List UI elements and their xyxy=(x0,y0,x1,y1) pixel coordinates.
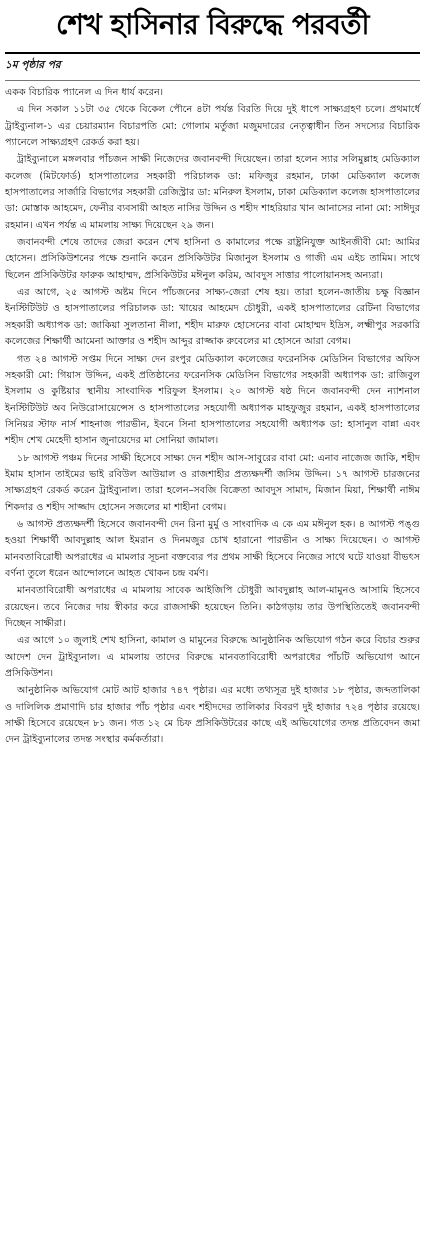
article-paragraph: মানবতাবিরোধী অপরাধের এ মামলায় সাবেক আইজিপি চৌধুরী আবদুল্লাহ আল-মামুনও আসামি হিসেবে রয়েছেন। তবে নিজের দায় স্বীকার করে রাজসাক্ষী হয়েছেন তিনি। কাঠগড়ায় তার উপস্থিতিতেই জবানবন্দী দিচ্ছেন সাক্ষীরা। xyxy=(5,585,420,629)
article-paragraph: আনুষ্ঠানিক অভিযোগ মোট আট হাজার ৭৪৭ পৃষ্ঠার। এর মধ্যে তথ্যসূত্র দুই হাজার ১৮ পৃষ্ঠার, জব্দতালিকা ও দালিলিক প্রমাণাদি চার হাজার পাঁচ পৃষ্ঠার এবং শহীদদের তালিকার বিবরণ দুই হাজার ৭২৪ পৃষ্ঠার রয়েছে। সাক্ষী হিসেবে রয়েছেন ৮১ জন। গত ১২ মে চিফ প্রসিকিউটরের কাছে এই অভিযোগের তদন্ত প্রতিবেদন জমা দেন ট্রাইব্যুনালের তদন্ত সংস্থার কর্মকর্তারা। xyxy=(5,685,421,746)
article-paragraph: একক বিচারিক প্যানেল এ দিন ধার্য করেন। xyxy=(5,87,164,98)
continued-from-label: ১ম পৃষ্ঠার পর xyxy=(5,59,61,71)
article-paragraph: এর আগে, ২৫ আগস্ট অষ্টম দিনে পাঁচজনের সাক্ষ্য-জেরা শেষ হয়। তারা হলেন-জাতীয় চক্ষু বিজ্ঞান ইনস্টিটিউট ও হাসপাতালের পরিচালক ডা: খায়ের আহমেদ চৌধুরী, একই হাসপাতালের রেটিনা বিভাগের সহকারী অধ্যাপক ডা: জাকিয়া সুলতানা নীলা, শহীদ মারুফ হোসেনের বাবা মোহাম্মদ ইদ্রিস, লক্ষ্মীপুর সরকারি কলেজের শিক্ষার্থী আমেনা আক্তার ও শহীদ আব্দুর রাজ্জাক রুবেলের মা হোসনে আরা বেগম। xyxy=(5,287,420,348)
article-paragraph: গত ২৪ আগস্ট সপ্তম দিনে সাক্ষ্য দেন রংপুর মেডিক্যাল কলেজের ফরেনসিক মেডিসিন বিভাগের অফিস সহকারী মো: গিয়াস উদ্দিন, একই প্রতিষ্ঠানের ফরেনসিক মেডিসিন বিভাগের সহকারী অধ্যাপক ডা: রাজিবুল ইসলাম ও কুষ্টিয়ার স্থানীয় সাংবাদিক শরিফুল ইসলাম। ২০ আগস্ট ষষ্ঠ দিনে জবানবন্দী দেন ন্যাশনাল ইনস্টিটিউট অব নিউরোসায়েন্সেস ও হাসপাতালের সহযোগী অধ্যাপক মাহফুজুর রহমান, একই হাসপাতালের সিনিয়র স্টাফ নার্স শাহনাজ পারভীন, ইবনে সিনা হাসপাতালের সহযোগী অধ্যাপক ডা: হাসানুল বান্না এবং শহীদ শেখ মেহেদী হাসান জুনায়েদের মা সোনিয়া জামাল। xyxy=(5,353,420,447)
article-paragraph: ট্রাইব্যুনালে মঙ্গলবার পাঁচজন সাক্ষী নিজেদের জবানবন্দী দিয়েছেন। তারা হলেন স্যার সলিমুল্লাহ মেডিক্যাল কলেজ (মিটফোর্ড) হাসপাতালের সহকারী পরিচালক ডা: মফিজুর রহমান, ঢাকা মেডিক্যাল কলেজ হাসপাতালের সার্জারি বিভাগের সহকারী রেজিস্ট্রার ডা: মনিরুল ইসলাম, ঢাকা মেডিক্যাল কলেজ হাসপাতালের ডা: মোস্তাক আহমেদ, ফেনীর ব্যবসায়ী আহত নাসির উদ্দিন ও শহীদ শাহরিয়ার খান আনাসের নানা মো: সাঈদুর রহমান। এখন পর্যন্ত এ মামলায় সাক্ষ্য দিয়েছেন ২৯ জন। xyxy=(5,154,420,231)
article-paragraph: ৬ আগস্ট প্রত্যক্ষদর্শী হিসেবে জবানবন্দী দেন রিনা মুর্মু ও সাংবাদিক এ কে এম মঈনুল হক। ৪ আগস্ট পঙ্গু হওয়া শিক্ষার্থী আবদুল্লাহ আল ইমরান ও দিনমজুর চোখ হারানো পারভীন ও সাক্ষ্য দিয়েছেন। ৩ আগস্ট মানবতাবিরোধী অপরাধের এ মামলার সূচনা বক্তব্যের পর প্রথম সাক্ষী হিসেবে নিজের সাথে ঘটে যাওয়া বীভৎস বর্ণনা তুলে ধরেন আন্দোলনে আহত খোকন চন্দ্র বর্মণ। xyxy=(5,518,420,579)
article-paragraph: এর আগে ১০ জুলাই শেখ হাসিনা, কামাল ও মামুনের বিরুদ্ধে আনুষ্ঠানিক অভিযোগ গঠন করে বিচার শুরুর আদেশ দেন ট্রাইব্যুনাল। এ মামলায় তাদের বিরুদ্ধে মানবতাবিরোধী অপরাধের পাঁচটি অভিযোগ আনে প্রসিকিউশন। xyxy=(5,635,420,680)
divider xyxy=(5,80,420,81)
article-paragraph: ১৮ আগস্ট পঞ্চম দিনের সাক্ষী হিসেবে সাক্ষ্য দেন শহীদ আস-সাবুরের বাবা মো: এনাব নাজেজ জাকি, শহীদ ইমাম হাসান তাইমের ভাই রবিউল আউয়াল ও রাজশাহীর প্রত্যক্ষদর্শী জসিম উদ্দিন। ১৭ আগস্ট চারজনের সাক্ষ্যগ্রহণ রেকর্ড করেন ট্রাইব্যুনাল। তারা হলেন–সবজি বিক্রেতা আবদুস সামাদ, মিজান মিয়া, শিক্ষার্থী নাঈম শিকদার ও শহীদ সাজ্জাদ হোসেন সজলের মা শাহীনা বেগম। xyxy=(5,452,420,513)
article-paragraph: এ দিন সকাল ১১টা ৩৫ থেকে বিকেল পৌনে ৪টা পর্যন্ত বিরতি দিয়ে দুই ধাপে সাক্ষ্যগ্রহণ চলে। প্রথমার্ধে ট্রাইব্যুনাল-১ এর চেয়ারম্যান বিচারপতি মো: গোলাম মর্তুজা মজুমদারের নেতৃত্বাধীন তিন সদস্যের বিচারিক প্যানেলে সাক্ষ্যগ্রহণ রেকর্ড করা হয়। xyxy=(5,104,420,149)
article-paragraph: জবানবন্দী শেষে তাদের জেরা করেন শেখ হাসিনা ও কামালের পক্ষে রাষ্ট্রনিযুক্ত আইনজীবী মো: আমির হোসেন। প্রসিকিউশনের পক্ষে শুনানি করেন প্রসিকিউটর মিজানুল ইসলাম ও গাজী এম এইচ তামিম। সাথে ছিলেন প্রসিকিউটর ফারুক আহাম্মদ, প্রসিকিউটর মঈনুল করিম, আবদুস সাত্তার পালোয়ানসহ অন্যরা। xyxy=(5,237,420,281)
headline: শেখ হাসিনার বিরুদ্ধে পরবর্তী xyxy=(5,0,420,54)
article-body xyxy=(5,85,420,749)
